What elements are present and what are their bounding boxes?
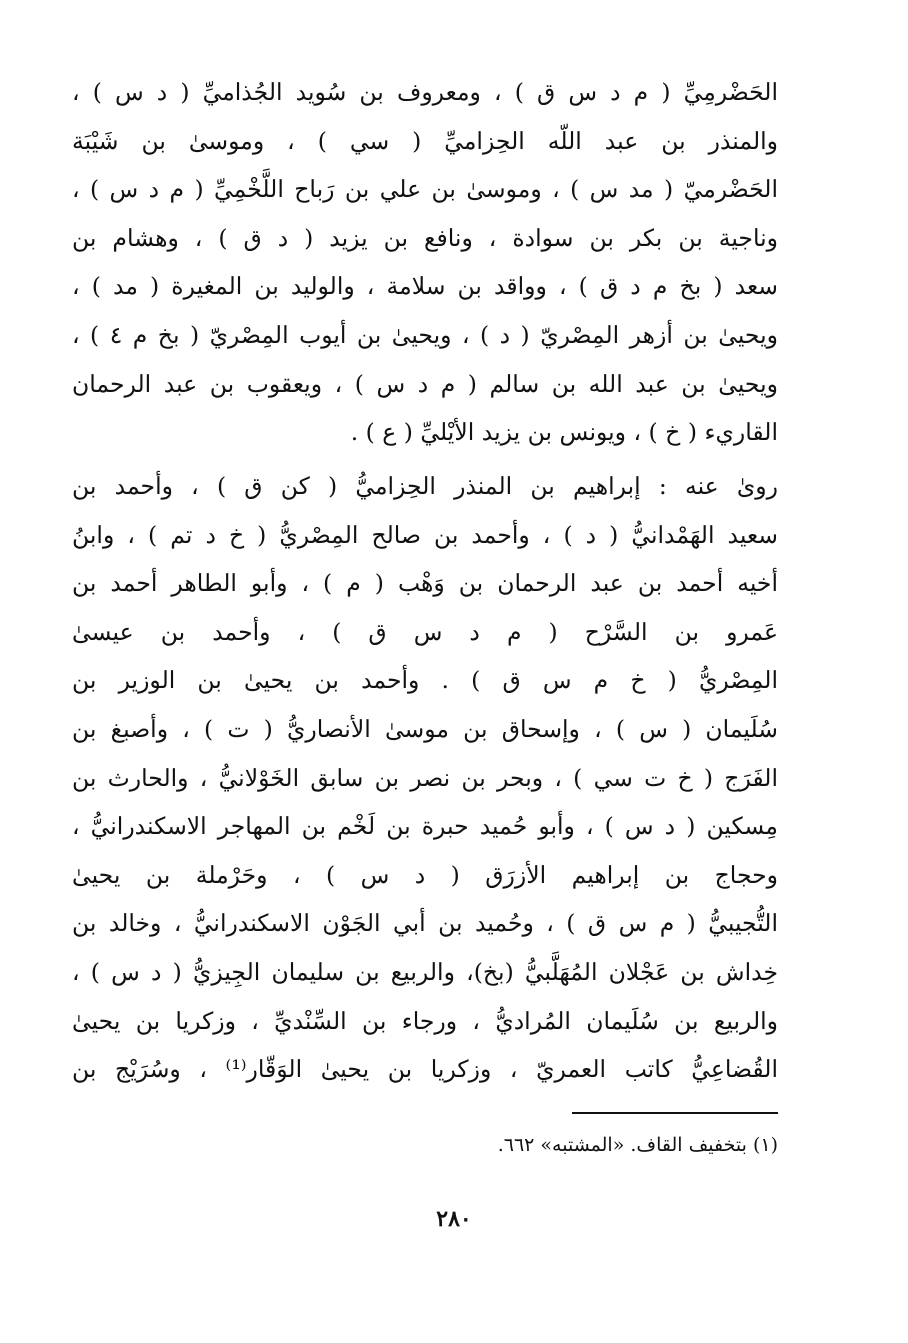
text-line: الحَضْرميّ ( مد س ) ، وموسىٰ بن علي بن رَباح اللَّخْمِيِّ ( م د س ) ،	[72, 175, 778, 204]
footnote-divider	[572, 1112, 778, 1114]
text-line: الفَرَج ( خ ت سي ) ، وبحر بن نصر بن سابق الخَوْلانيُّ ، والحارث بن	[72, 763, 778, 792]
text-line: رویٰ عنه : إبراهيم بن المنذر الحِزاميُّ ( كن ق ) ، وأحمد بن	[72, 472, 778, 500]
text-line: ويحيىٰ بن أزهر المِصْريّ ( د ) ، ويحيىٰ بن أيوب المِصْريّ ( بخ م ٤ ) ،	[72, 320, 778, 349]
paragraph-narrated-from	[72, 68, 778, 457]
text-line: عَمرو بن السَّرْح ( م د س ق ) ، وأحمد بن عيسىٰ	[72, 617, 778, 646]
footnote: (١) بتخفيف القاف. «المشتبه» ٦٦٢.	[497, 1134, 778, 1156]
page-number: ٢٨٠	[436, 1206, 472, 1232]
text-line: وناجية بن بكر بن سوادة ، ونافع بن يزيد ( د ق ) ، وهشام بن	[72, 223, 778, 252]
text-line: أخيه أحمد بن عبد الرحمان بن وَهْب ( م ) ، وأبو الطاهر أحمد بن	[72, 569, 778, 598]
text-line: وحجاج بن إبراهيم الأزرَق ( د س ) ، وحَرْملة بن يحيىٰ	[72, 860, 778, 889]
text-line: القاريء ( خ ) ، ويونس بن يزيد الأيْليِّ ( ع ) .	[350, 418, 778, 447]
text-line: والربيع بن سُلَيمان المُراديُّ ، ورجاء بن السِّنْديِّ ، وزكريا بن يحيىٰ	[72, 1006, 778, 1035]
paragraph-narrated-by	[72, 462, 778, 1094]
text-line: سعد ( بخ م د ق ) ، وواقد بن سلامة ، والوليد بن المغيرة ( مد ) ،	[72, 272, 778, 301]
text-line: سعيد الهَمْدانيُّ ( د ) ، وأحمد بن صالح المِصْريُّ ( خ د تم ) ، وابنُ	[72, 520, 778, 549]
text-line: المِصْريُّ ( خ م س ق ) . وأحمد بن يحيىٰ بن الوزير بن	[72, 666, 778, 695]
text-line: والمنذر بن عبد اللّه الحِزاميِّ ( سي ) ، وموسىٰ بن شَيْبَة	[72, 126, 778, 155]
text-line: التُّجيبيُّ ( م س ق ) ، وحُميد بن أبي الجَوْن الاسكندرانيُّ ، وخالد بن	[72, 909, 778, 938]
text-line: الحَضْرمِيِّ ( م د س ق ) ، ومعروف بن سُويد الجُذاميِّ ( د س ) ،	[72, 78, 778, 106]
text-line: ويحيىٰ بن عبد الله بن سالم ( م د س ) ، ويعقوب بن عبد الرحمان	[72, 369, 778, 398]
text-line: خِداش بن عَجْلان المُهَلَّبيُّ (بخ)، والربيع بن سليمان الجِيزيُّ ( د س ) ،	[72, 957, 778, 986]
text-line: القُضاعِيُّ كاتب العمريّ ، وزكريا بن يحيىٰ الوَقّار⁽¹⁾ ، وسُرَيْج بن	[72, 1055, 778, 1084]
text-line: سُلَيمان ( س ) ، وإسحاق بن موسىٰ الأنصاريُّ ( ت ) ، وأصبغ بن	[72, 714, 778, 743]
text-line: مِسكين ( د س ) ، وأبو حُميد حبرة بن لَخْم بن المهاجر الاسكندرانيُّ ،	[72, 812, 778, 841]
